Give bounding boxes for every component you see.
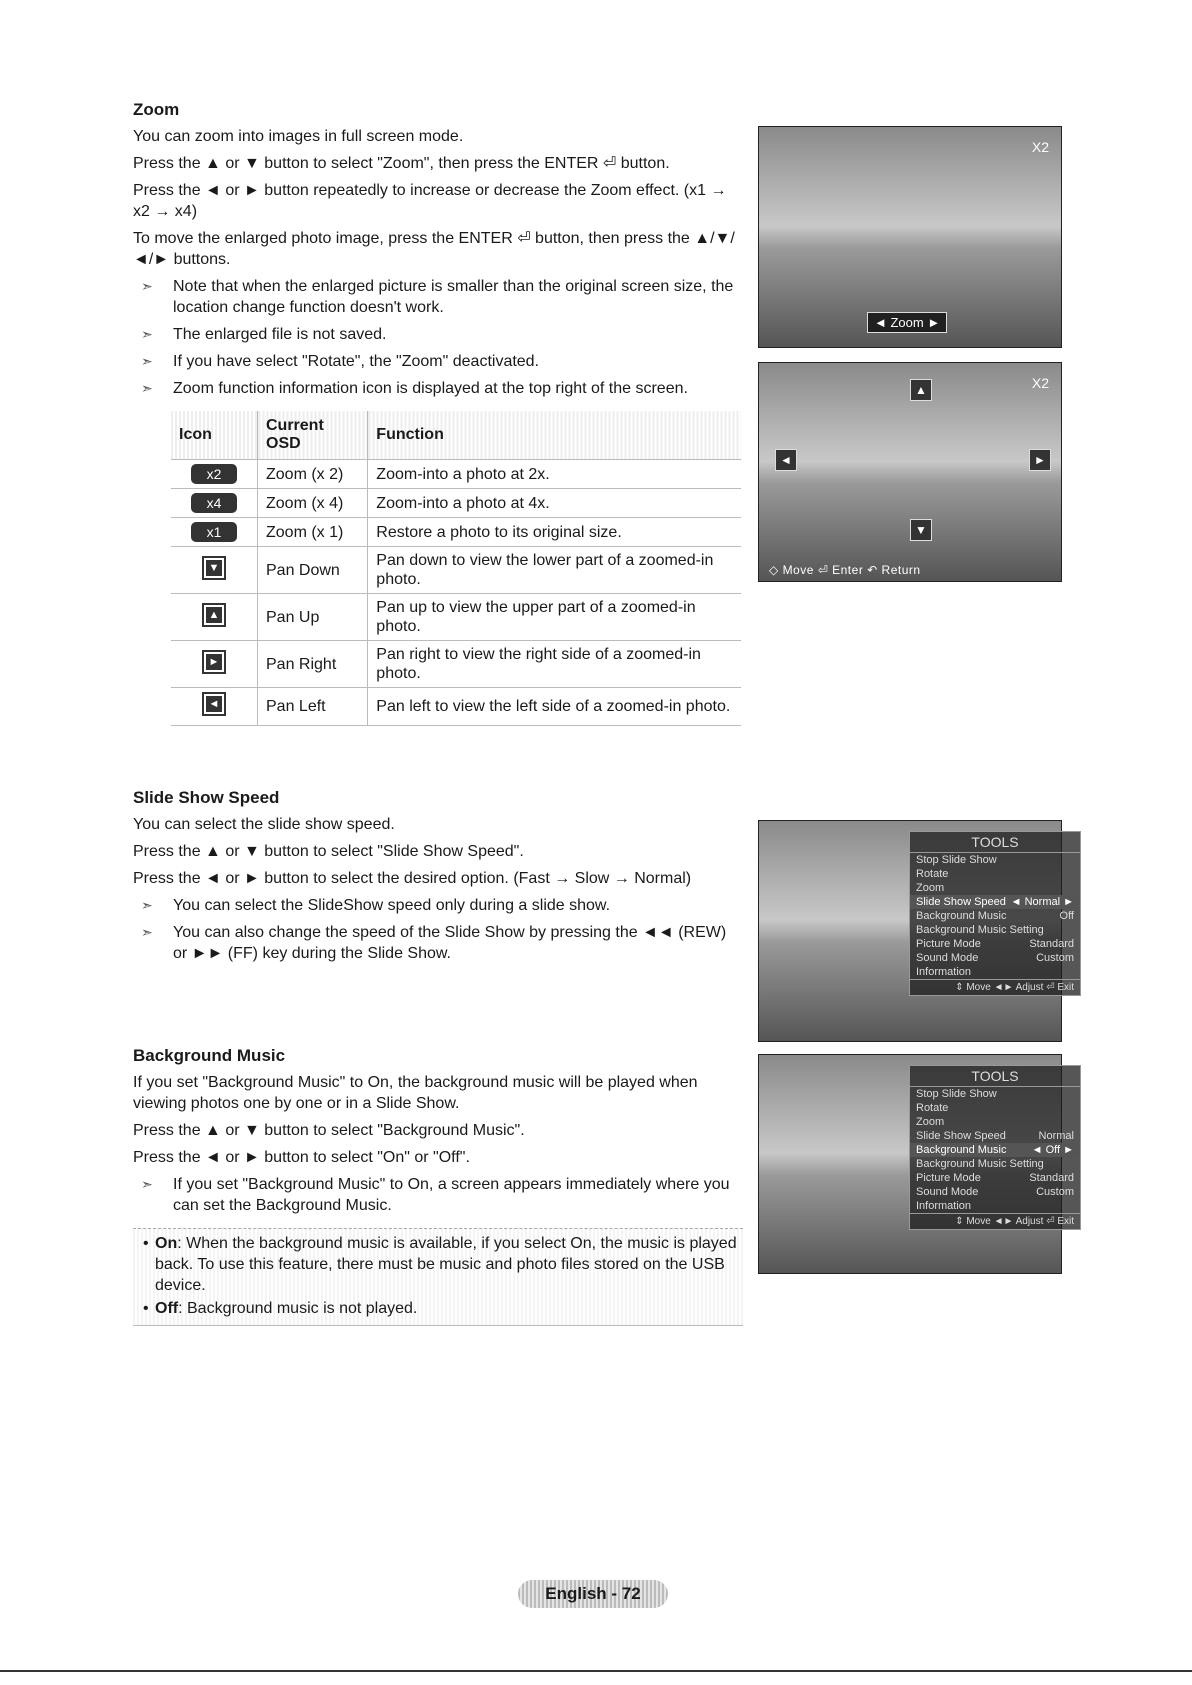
zoom-note: ➣ If you have select "Rotate", the "Zoom" deactivated. <box>141 353 540 370</box>
bgmusic-step-1: Press the ▲ or ▼ button to select "Background Music". <box>133 1122 525 1139</box>
table-row <box>171 594 741 641</box>
note-arrow-icon: ➣ <box>141 924 153 940</box>
osd-cell: Pan Right <box>258 641 368 688</box>
option-off: • Off: Background music is not played. <box>133 1298 743 1319</box>
table-row <box>171 641 741 688</box>
osd-cell: Pan Left <box>258 688 368 726</box>
col-header-osd: Current OSD <box>258 411 368 460</box>
pan-right-icon: ► <box>1029 449 1051 471</box>
pan-up-icon: ▲ <box>202 603 226 627</box>
bgmusic-title: Background Music <box>133 1046 286 1065</box>
zoom-x2-icon: x2 <box>191 464 237 484</box>
zoom-osd-bar: ◄ Zoom ► <box>867 312 947 333</box>
tools-title: TOOLS <box>910 1066 1080 1087</box>
bgmusic-options <box>133 1228 743 1326</box>
tools-item: Zoom <box>916 882 945 894</box>
tools-title: TOOLS <box>910 832 1080 853</box>
col-header-icon: Icon <box>171 411 258 460</box>
pan-left-icon: ◄ <box>775 449 797 471</box>
nav-hint: ◇ Move ⏎ Enter ↶ Return <box>769 563 921 577</box>
zoom-x4-icon: x4 <box>191 493 237 513</box>
tools-item: Picture Mode Standard <box>916 1172 1074 1184</box>
bgmusic-step-2: Press the ◄ or ► button to select "On" or "Off". <box>133 1149 470 1166</box>
function-cell: Restore a photo to its original size. <box>368 518 741 547</box>
pan-down-icon: ▼ <box>910 519 932 541</box>
note-arrow-icon: ➣ <box>141 278 153 294</box>
tools-item: Background Music Setting <box>916 1158 1044 1170</box>
osd-cell: Zoom (x 2) <box>258 460 368 489</box>
page-number-badge: English - 72 <box>518 1580 668 1608</box>
table-row <box>171 489 741 518</box>
tools-item-selected: Slide Show Speed ◄ Normal ► <box>910 895 1080 909</box>
tools-item: Rotate <box>916 1102 949 1114</box>
zoom-title: Zoom <box>133 100 180 119</box>
tools-screen-music <box>758 1054 1074 1274</box>
function-cell: Pan right to view the right side of a zoomed-in photo. <box>368 641 741 688</box>
zoom-note: ➣ Zoom function information icon is displayed at the top right of the screen. <box>141 380 688 397</box>
tools-screen-speed <box>758 820 1074 1042</box>
zoom-level-label: X2 <box>1031 375 1049 391</box>
function-cell: Pan left to view the left side of a zoomed-in photo. <box>368 688 741 726</box>
slideshow-note: ➣ You can also change the speed of the Slide Show by pressing the ◄◄ (REW) or ►► (FF) key during the Slide Show. <box>141 924 727 962</box>
tools-item: Background Music Setting <box>916 924 1044 936</box>
zoom-screen-image <box>758 126 1062 348</box>
table-row <box>171 518 741 547</box>
slideshow-section <box>133 788 743 970</box>
bottom-rule <box>0 1670 1192 1672</box>
tools-item-selected: Background Music ◄ Off ► <box>910 1143 1080 1157</box>
tools-menu <box>909 1065 1081 1230</box>
tools-item: Background Music Off <box>916 910 1074 922</box>
osd-cell: Zoom (x 1) <box>258 518 368 547</box>
pan-right-icon: ► <box>202 650 226 674</box>
tools-item: Sound Mode Custom <box>916 952 1074 964</box>
function-cell: Pan up to view the upper part of a zoomed-in photo. <box>368 594 741 641</box>
pan-screen-image <box>758 362 1062 582</box>
note-arrow-icon: ➣ <box>141 353 153 369</box>
zoom-step-2: Press the ◄ or ► button repeatedly to increase or decrease the Zoom effect. (x1 → x2 → x4) <box>133 182 727 220</box>
tools-item: Slide Show Speed Normal <box>916 1130 1074 1142</box>
function-cell: Pan down to view the lower part of a zoomed-in photo. <box>368 547 741 594</box>
tools-item: Information <box>916 966 972 978</box>
zoom-section <box>133 100 743 726</box>
bgmusic-note: ➣ If you set "Background Music" to On, a screen appears immediately where you can set the Background Music. <box>141 1176 730 1214</box>
pan-left-icon: ◄ <box>202 692 226 716</box>
table-row <box>171 547 741 594</box>
table-row <box>171 688 741 726</box>
osd-cell: Pan Down <box>258 547 368 594</box>
function-cell: Zoom-into a photo at 4x. <box>368 489 741 518</box>
slideshow-intro: You can select the slide show speed. <box>133 816 395 833</box>
tools-item: Zoom <box>916 1116 945 1128</box>
zoom-x1-icon: x1 <box>191 522 237 542</box>
bgmusic-intro: If you set "Background Music" to On, the background music will be played when viewing photos one by one or in a Slide Show. <box>133 1074 698 1112</box>
zoom-note: ➣ Note that when the enlarged picture is smaller than the original screen size, the location change function doesn't work. <box>141 278 734 316</box>
osd-cell: Zoom (x 4) <box>258 489 368 518</box>
tools-footer: ⇕ Move ◄► Adjust ⏎ Exit <box>910 1213 1080 1229</box>
tools-menu <box>909 831 1081 996</box>
note-arrow-icon: ➣ <box>141 1176 153 1192</box>
tools-item: Rotate <box>916 868 949 880</box>
zoom-icon-table <box>171 411 741 726</box>
zoom-step-1: Press the ▲ or ▼ button to select "Zoom", then press the ENTER ⏎ button. <box>133 155 670 172</box>
tools-item: Sound Mode Custom <box>916 1186 1074 1198</box>
option-on: • On: When the background music is available, if you select On, the music is played back. To use this feature, there must be music and photo files stored on the USB device. <box>133 1233 743 1296</box>
table-row <box>171 460 741 489</box>
pan-up-icon: ▲ <box>910 379 932 401</box>
slideshow-note: ➣ You can select the SlideShow speed only during a slide show. <box>141 897 611 914</box>
pan-down-icon: ▼ <box>202 556 226 580</box>
zoom-note: ➣ The enlarged file is not saved. <box>141 326 387 343</box>
col-header-function: Function <box>368 411 741 460</box>
slideshow-title: Slide Show Speed <box>133 788 280 807</box>
function-cell: Zoom-into a photo at 2x. <box>368 460 741 489</box>
bgmusic-section <box>133 1046 743 1326</box>
tools-item: Information <box>916 1200 972 1212</box>
note-arrow-icon: ➣ <box>141 326 153 342</box>
slideshow-step-2: Press the ◄ or ► button to select the desired option. (Fast → Slow → Normal) <box>133 870 692 887</box>
zoom-level-label: X2 <box>1031 139 1049 155</box>
note-arrow-icon: ➣ <box>141 380 153 396</box>
zoom-step-3: To move the enlarged photo image, press the ENTER ⏎ button, then press the ▲/▼/◄/► buttons. <box>133 230 735 268</box>
slideshow-step-1: Press the ▲ or ▼ button to select "Slide Show Speed". <box>133 843 524 860</box>
tools-item: Stop Slide Show <box>916 1088 997 1100</box>
tools-footer: ⇕ Move ◄► Adjust ⏎ Exit <box>910 979 1080 995</box>
tools-item: Stop Slide Show <box>916 854 997 866</box>
tools-item: Picture Mode Standard <box>916 938 1074 950</box>
osd-cell: Pan Up <box>258 594 368 641</box>
note-arrow-icon: ➣ <box>141 897 153 913</box>
zoom-intro: You can zoom into images in full screen mode. <box>133 128 464 145</box>
